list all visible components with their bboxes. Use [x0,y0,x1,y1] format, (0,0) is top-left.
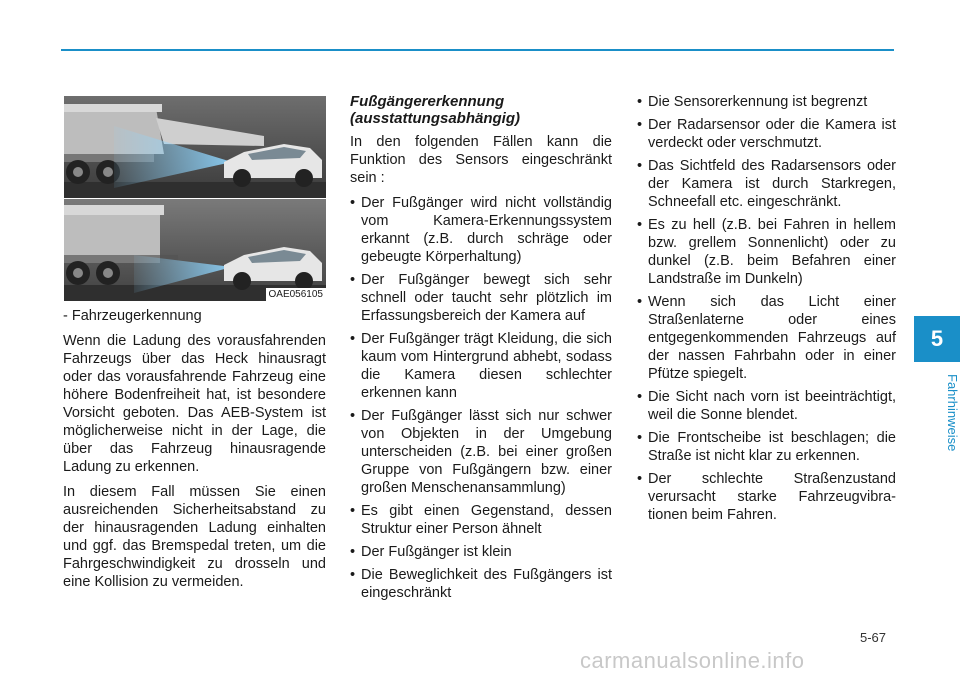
bullet-list [350,194,612,602]
figure-code: OAE056105 [266,288,327,301]
illustration-overhang-load [64,96,326,198]
section-heading [350,93,612,127]
list-item: • Die Sensorerkennung ist begrenzt [637,94,868,110]
paragraph: In diesem Fall müssen Sie einen ausreichenden Sicherheitsabstand zu der hinausragenden Ladung einhalten und ggf. das Bremspedal treten, um die Fahrgeschwindigkeit zu drosseln und eine Kollision zu vermeiden. [63,484,326,590]
list-item: • Es zu hell (z.B. bei Fahren in hellem bzw. grellem Sonnenlicht) oder zu dunkel (z.B. beim Befahren einer Landstraße im Dunkeln) [637,217,896,287]
bullet-list [637,93,896,524]
list-item: • Der Fußgänger wird nicht vollständig vom Kamera-Erkennungssystem erkannt (z.B. durch schräge oder gebeugte Körperhaltung) [350,195,612,265]
paragraph: Wenn die Ladung des vorausfahrenden Fahrzeugs über das Heck hinausragt oder das vorausfahrende Fahrzeug eine höhere Bodenfreiheit hat, ist besondere Vorsicht geboten. Das AEB-System ist möglicherweise nicht in der Lage, die über das Fahrzeug hinausragende Ladung zu erkennen. [63,333,326,475]
list-item: • Die Beweglichkeit des Fußgängers ist eingeschränkt [350,567,612,601]
top-rule [61,49,894,51]
heading-line-2: (ausstattungsabhängig) [350,110,521,127]
chapter-number-tab: 5 [914,316,960,362]
column-pedestrian-detection [350,93,612,607]
list-item: • Der Fußgänger lässt sich nur schwer von Objekten in der Umgebung unterscheiden (z.B. bei einer großen Gruppe von Fußgängern bzw. einer großen Menschenansammlung) [350,408,612,496]
list-item: • Wenn sich das Licht einer Straßenlaterne oder eines entgegenkommenden Fahrzeugs auf der nassen Fahrbahn oder in einer Pfütze spiegelt. [637,294,896,382]
watermark: carmanualsonline.info [580,648,805,673]
list-item: • Die Sicht nach vorn ist beeinträchtigt, weil die Sonne blendet. [637,389,896,423]
chapter-label: Fahrhinweise [945,374,960,452]
list-item: • Das Sichtfeld des Radarsensors oder der Kamera ist durch Starkregen, Schneefall etc. eingeschränkt. [637,158,896,210]
heading-line-1: Fußgängererkennung [350,93,505,110]
list-item: • Der Fußgänger ist klein [350,544,512,560]
list-item: • Die Frontscheibe ist beschlagen; die Straße ist nicht klar zu erkennen. [637,430,896,464]
illustration-high-clearance [64,199,326,301]
list-item: • Der schlechte Straßenzustand verursacht starke Fahrzeugvibra-tionen beim Fahren. [637,471,896,523]
intro-paragraph: In den folgenden Fällen kann die Funktion des Sensors eingeschränkt sein : [350,134,612,186]
list-item: • Der Fußgänger bewegt sich sehr schnell oder taucht sehr plötzlich im Erfassungsbereich der Kamera auf [350,272,612,324]
list-item: • Der Radarsensor oder die Kamera ist verdeckt oder verschmutzt. [637,117,896,151]
column-sensor-limits [637,93,896,529]
list-item: • Der Fußgänger trägt Kleidung, die sich kaum vom Hintergrund abhebt, sodass die Kamera diesen schlechter erkennen kann [350,331,612,401]
section-label: - Fahrzeugerkennung [63,308,202,324]
page-number: 5-67 [860,630,887,645]
list-item: • Es gibt einen Gegenstand, dessen Struktur einer Person ähnelt [350,503,612,537]
column-vehicle-detection [63,307,326,598]
